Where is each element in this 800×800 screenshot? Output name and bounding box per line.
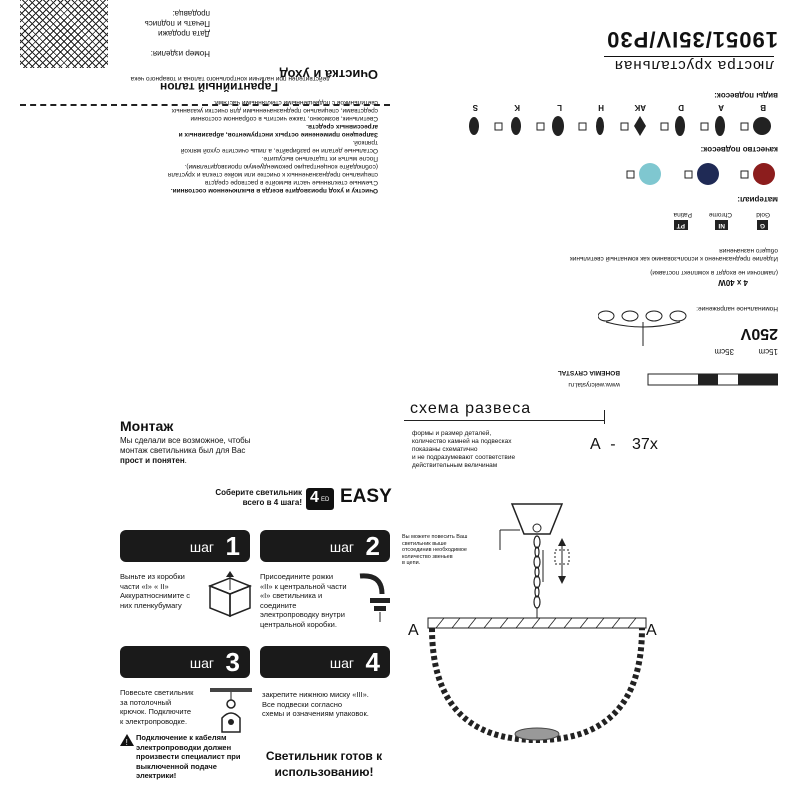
hang-note-line: Вы можете повесить Ваш	[402, 534, 468, 540]
voltage-label: Номинальное напряжение:	[696, 305, 778, 312]
product-number-label: Номер изделия:	[150, 49, 210, 58]
assemble-line: всего в 4 шага!	[242, 498, 302, 507]
step-line: Выньте из коробки	[120, 572, 185, 581]
note-line: действительным величинам	[412, 462, 498, 469]
step-word: шаг	[329, 655, 354, 671]
pendant-code: AK	[634, 103, 646, 112]
ready-text	[256, 748, 392, 780]
step-word: шаг	[329, 539, 354, 555]
materials-row	[618, 204, 778, 232]
assemble-line: Соберите светильник	[215, 488, 302, 497]
mounting-title: Монтаж	[120, 418, 174, 434]
intro-line: монтаж светильника был для Вас	[120, 446, 246, 455]
pendant-code: S	[472, 103, 478, 112]
step-word: шаг	[189, 655, 214, 671]
assemble-text	[212, 488, 302, 508]
step-line: Присоедините рожки	[260, 572, 334, 581]
hang-note-line: количество звеньев	[402, 553, 453, 560]
pendant-quantity	[590, 436, 658, 454]
cleaning-title: Очистка и уход	[279, 67, 378, 82]
warning-text	[136, 733, 246, 781]
warning-line: электропроводки должен	[136, 742, 232, 752]
pendant-code: B	[760, 103, 766, 112]
mounting-intro	[120, 436, 260, 466]
step-line: Аккуратноснимите с	[120, 591, 191, 600]
chain-icon	[534, 536, 540, 608]
step-1-banner	[120, 530, 250, 562]
hang-note-line: отсоединив необходимое	[402, 547, 467, 553]
pendant-types-label: виды подвесок:	[714, 91, 778, 100]
scheme-note	[412, 430, 542, 470]
cleaning-line: Съемные стеклянные части вымойте в растворе средств	[204, 179, 378, 186]
cleaning-line: специально предназначенных к очистке или мойке стекла и хрусталя	[167, 171, 378, 178]
step-number: 1	[225, 531, 240, 561]
lamps-note: (лампочки не входят в комплект поставки)	[650, 269, 778, 276]
height-value: 15cm	[758, 347, 778, 356]
stamp-label: Печать и подпись продавца:	[144, 9, 210, 28]
quality-logo-icons	[568, 158, 778, 188]
intro-end: .	[184, 456, 187, 465]
ceiling-hook-icon	[206, 686, 256, 738]
lamps-row	[578, 266, 778, 288]
warning-line: выключенной подаче электрики!	[136, 761, 217, 780]
brand-site: www.welcrystal.ru	[568, 381, 620, 388]
cleaning-line: агрессивных средств.	[306, 123, 378, 130]
scheme-title-rule	[404, 420, 604, 421]
scheme-title: схема развеса	[410, 400, 532, 417]
intro-line: Мы сделали все возможное, чтобы	[120, 436, 251, 445]
step-word: шаг	[189, 539, 214, 555]
step-number: 4	[365, 647, 380, 677]
cleaning-line: Очистку и уход производите всегда в выключенном состоянии.	[170, 187, 378, 194]
note-line: показаны схематично	[412, 446, 478, 453]
pendant-codes	[428, 98, 778, 112]
cleaning-line: Остальные детали не разбирайте, а лишь очистите сухой мягкой	[180, 147, 378, 154]
step-line: крючок. Подключите	[120, 707, 192, 716]
security-pattern	[20, 0, 108, 68]
step-line: к электропроводке.	[120, 716, 188, 726]
badge-small: ED	[321, 497, 330, 503]
cleaning-line: Запрещено применение острых инструментов, абразивных и	[178, 131, 378, 138]
step-number: 3	[225, 647, 240, 677]
step-line: «II» к центральной части	[260, 581, 347, 591]
material-code: PT	[674, 220, 688, 230]
usage-note: Изделие предназначено к использованию как комнатный светильник общего назначения	[569, 247, 778, 262]
step-3-banner	[120, 646, 250, 678]
product-type: люстра хрустальная	[604, 56, 774, 74]
left-mark: A	[408, 622, 419, 639]
intro-bold: прост и понятен	[120, 456, 185, 465]
step-line: электропроводку внутри	[260, 610, 345, 619]
easy-badge	[306, 488, 334, 510]
ready-line: использованию!	[274, 765, 374, 779]
product-code: 19051/35IV/P30	[606, 27, 778, 52]
material-name: Patina	[673, 211, 692, 218]
lamps-spec: 4 x 40W	[718, 278, 748, 287]
cleaning-line: После мытья их тщательно высушите.	[261, 155, 378, 162]
step-2-text	[260, 572, 360, 629]
box-icon	[204, 570, 256, 618]
badge-number: 4	[310, 489, 319, 506]
warning-icon	[120, 734, 134, 746]
step-line: Повесьте светильник	[120, 688, 194, 697]
quality-logos	[568, 158, 778, 188]
warning-line: произвести специалист при	[136, 752, 241, 761]
svg-text:!: !	[125, 738, 128, 746]
pendant-count: 37x	[632, 436, 658, 453]
warning-line: Подключение к кабелям	[136, 733, 227, 742]
material-name: Gold	[756, 211, 770, 218]
pendant-code: K	[514, 103, 520, 112]
cleaning-line: (соблюдайте концентрацию рекомендуемую производителями).	[184, 163, 378, 170]
easy-label: EASY	[340, 486, 392, 507]
scheme-title-tick	[604, 410, 605, 424]
pendant-code: D	[678, 103, 684, 112]
step-number: 2	[365, 531, 380, 561]
note-line: формы и размер деталей,	[412, 430, 492, 437]
chandelier-icon	[598, 300, 688, 346]
ready-line: Светильник готов к	[265, 749, 383, 763]
pendant-code: A	[718, 103, 724, 112]
pendant-type: A	[590, 436, 600, 453]
cleaning-line: средствами, специально предназначенными для очистки указанных	[171, 107, 378, 114]
brand-name: BOHEMIA CRYSTAL	[557, 369, 620, 376]
step-line: части «I» « II»	[120, 581, 169, 591]
step-line: закрепите нижнюю миску «III».	[262, 690, 369, 699]
pendant-code: H	[598, 103, 604, 112]
guarantee-sub: действителен при наличии контрольного талона и товарного чека	[130, 75, 330, 82]
cleaning-line: тряпкой.	[352, 139, 378, 146]
pendant-code: L	[557, 103, 562, 112]
voltage-value: 250V	[740, 325, 778, 342]
sale-date-label: Дата продажи	[158, 29, 210, 38]
cleaning-text	[78, 98, 378, 194]
step-4-text	[262, 690, 392, 719]
step-2-banner	[260, 530, 390, 562]
step-line: «I» светильника и	[260, 591, 323, 600]
chandelier-sketch	[598, 300, 688, 346]
note-line: и не подразумевают соответствие	[412, 454, 516, 461]
note-line: количество камней на подвесках	[412, 438, 512, 445]
arm-connect-icon	[356, 568, 392, 624]
step-line: центральной коробки.	[260, 619, 337, 629]
diameter-value: 35cm	[714, 347, 734, 356]
guarantee-title: Гарантийный талон	[159, 80, 278, 94]
material-code: NI	[716, 220, 729, 230]
pendant-dash: -	[610, 436, 616, 453]
step-line: них пленкубумагу	[120, 600, 182, 610]
hang-note-line: светильник выше	[402, 540, 447, 547]
step-line: Все подвески согласно	[262, 699, 343, 709]
material-code: G	[757, 220, 768, 230]
step-3-text	[120, 688, 220, 726]
step-line: схемы и означениям упаковок.	[262, 709, 369, 718]
cut-line	[20, 104, 390, 106]
crystal-strand-icon	[432, 628, 642, 740]
cleaning-line: светильников с подвешенными стеклянными частями.	[213, 99, 378, 106]
hanging-diagram	[400, 490, 670, 780]
step-line: соедините	[260, 600, 297, 610]
step-line: за потолочный	[120, 697, 172, 707]
quality-label: качество подвесок:	[700, 145, 778, 154]
material-name: Chrome	[708, 211, 732, 218]
step-1-text	[120, 572, 206, 610]
right-mark: A	[646, 622, 657, 639]
cleaning-line: Светильник, возможно, также чистить в собранном состоянии	[190, 115, 378, 122]
step-4-banner	[260, 646, 390, 678]
hang-note-line: в цепи.	[402, 560, 421, 566]
material-label: материал:	[737, 195, 778, 204]
